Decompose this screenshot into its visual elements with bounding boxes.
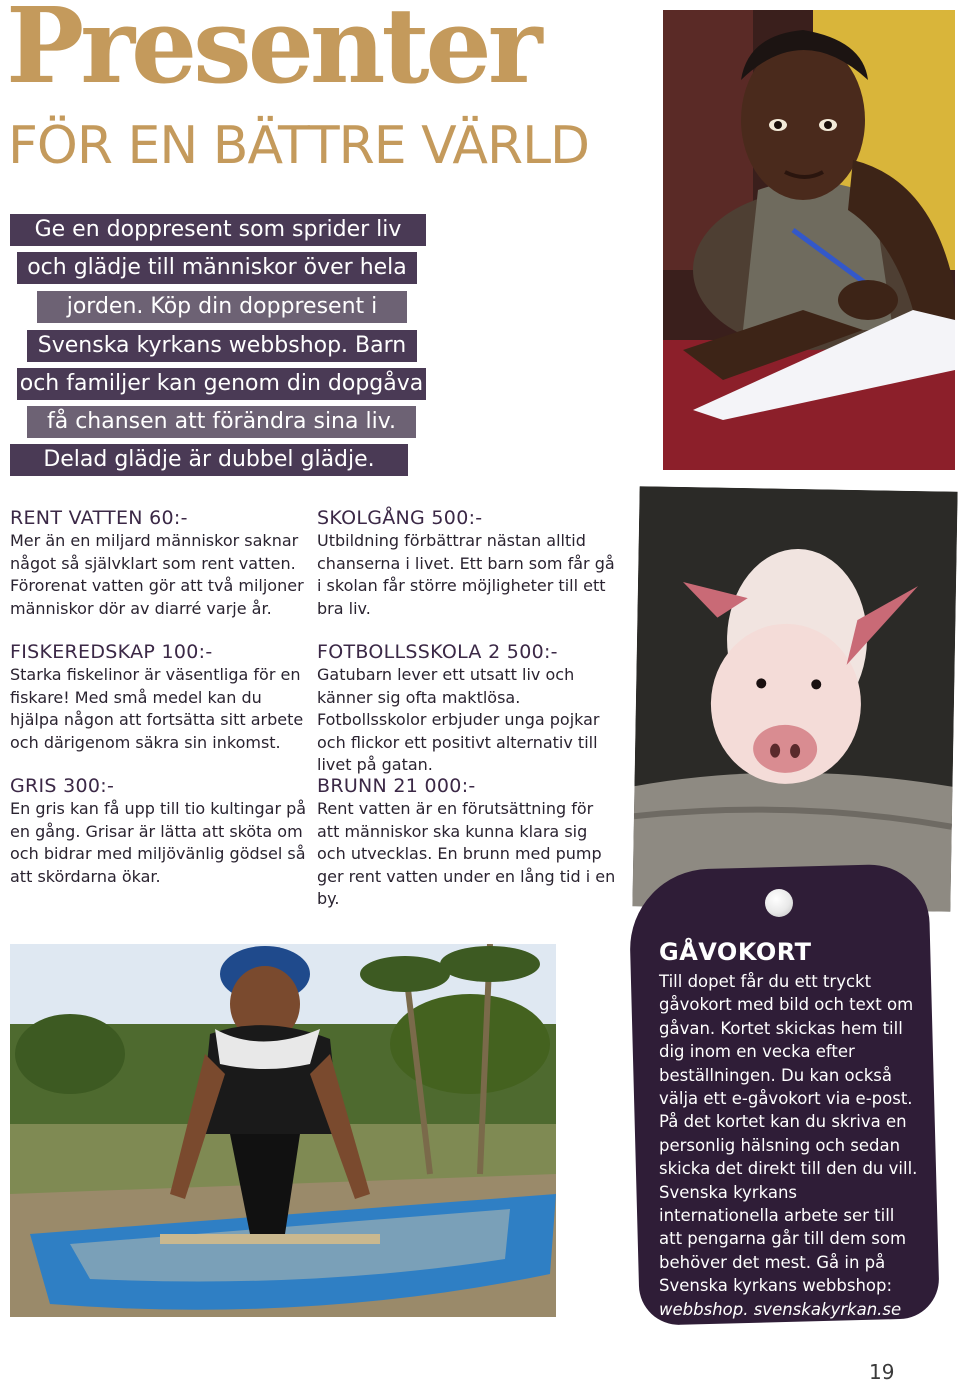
giftcard-title: GÅVOKORT bbox=[659, 938, 812, 966]
gift-text: Mer än en miljard människor saknar något så självklart som rent vatten. Förorenat vatten gör att två miljoner människor dör av diarré varje år. bbox=[10, 531, 304, 618]
page-subtitle: FÖR EN BÄTTRE VÄRLD bbox=[8, 116, 590, 176]
gift-title: RENT VATTEN 60:- bbox=[10, 507, 188, 529]
gift-title: FOTBOLLSSKOLA 2 500:- bbox=[317, 641, 558, 663]
photo-fisherman bbox=[10, 944, 556, 1317]
gift-item-skolgang bbox=[317, 506, 617, 620]
page-title: Presenter bbox=[6, 0, 539, 107]
gift-item-fiskeredskap bbox=[10, 640, 310, 754]
gift-item-fotbollsskola bbox=[317, 640, 617, 777]
intro-line: jorden. Köp din doppresent i bbox=[37, 291, 407, 323]
gift-title: GRIS 300:- bbox=[10, 775, 115, 797]
gift-text: Gatubarn lever ett utsatt liv och känner sig ofta maktlösa. Fotbollsskolor erbjuder unga pojkar och flickor ett positivt alternativ till livet på gatan. bbox=[317, 665, 600, 774]
photo-pig bbox=[632, 486, 957, 911]
gift-text: Starka fiskelinor är väsentliga för en fiskare! Med små medel kan du hjälpa någon att fortsätta sitt arbete och därigenom säkra sin inkomst. bbox=[10, 665, 304, 752]
gift-title: SKOLGÅNG 500:- bbox=[317, 507, 483, 529]
photo-girl-writing bbox=[663, 10, 955, 470]
gift-title: FISKEREDSKAP 100:- bbox=[10, 641, 213, 663]
giftcard-body: Till dopet får du ett tryckt gåvokort med bild och text om gåvan. Kortet skickas hem till dig inom en vecka efter beställningen. Du kan också välja ett e-gåvokort via e-post. På det kortet kan du skriva en personlig hälsning och sedan skicka det direkt till den du vill. Svenska kyrkans internationella arbete ser till att pengarna går till dem som behöver det mest. Gå in på Svenska kyrkans webbshop: bbox=[659, 972, 918, 1296]
intro-line: få chansen att förändra sina liv. bbox=[27, 406, 416, 438]
intro-line: Svenska kyrkans webbshop. Barn bbox=[27, 330, 417, 362]
gift-item-rent-vatten bbox=[10, 506, 310, 620]
gift-text: Rent vatten är en förutsättning för att människor ska kunna klara sig och utvecklas. En brunn med pump ger rent vatten under en lång tid i en by. bbox=[317, 799, 616, 908]
page-number: 19 bbox=[869, 1360, 895, 1384]
giftcard-content bbox=[659, 938, 921, 1321]
intro-line: Ge en doppresent som sprider liv bbox=[10, 214, 426, 246]
intro-line: och familjer kan genom din dopgåva bbox=[17, 368, 426, 400]
gift-text: En gris kan få upp till tio kultingar på en gång. Grisar är lätta att sköta om och bidrar med miljövänlig gödsel så att skördarna ökar. bbox=[10, 799, 307, 886]
gift-item-brunn bbox=[317, 774, 617, 911]
intro-line: och glädje till människor över hela bbox=[17, 252, 417, 284]
giftcard-text bbox=[659, 970, 921, 1321]
tag-hole-icon bbox=[765, 889, 793, 917]
gift-title: BRUNN 21 000:- bbox=[317, 775, 476, 797]
webbshop-link[interactable]: webbshop. svenskakyrkan.se bbox=[659, 1299, 902, 1319]
intro-line: Delad glädje är dubbel glädje. bbox=[10, 444, 408, 476]
gift-text: Utbildning förbättrar nästan alltid chanserna i livet. Ett barn som får gå i skolan får större möjligheter till ett bra liv. bbox=[317, 531, 615, 618]
gift-item-gris bbox=[10, 774, 310, 888]
